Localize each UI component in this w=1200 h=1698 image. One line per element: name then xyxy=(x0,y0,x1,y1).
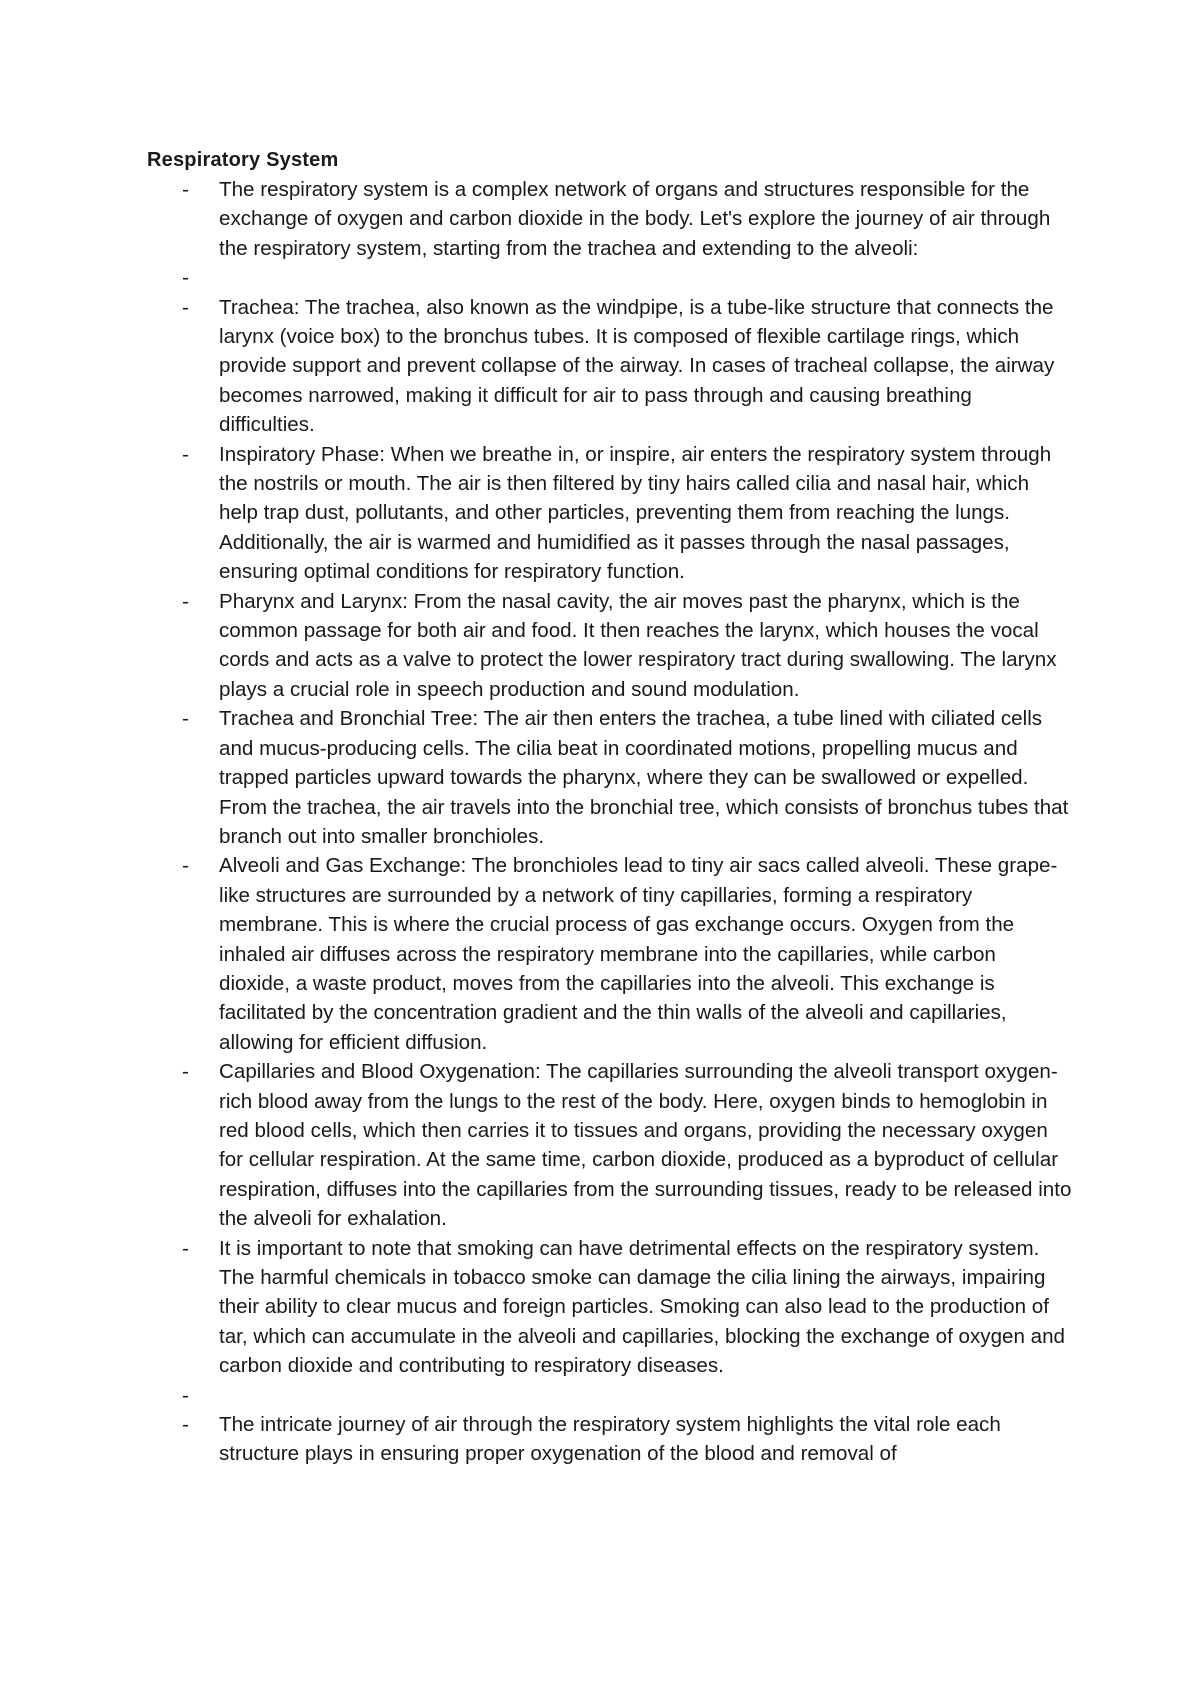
list-item xyxy=(147,175,1072,263)
bullet-dash: - xyxy=(182,442,189,466)
bullet-dash: - xyxy=(182,854,189,878)
list-item xyxy=(147,1057,1072,1233)
bullet-dash: - xyxy=(182,266,189,290)
bullet-dash: - xyxy=(182,1236,189,1260)
list-item xyxy=(147,1381,1072,1410)
bullet-dash: - xyxy=(182,707,189,731)
list-item-text xyxy=(219,263,1072,292)
list-item xyxy=(147,587,1072,705)
list-item-text: Trachea and Bronchial Tree: The air then enters the trachea, a tube lined with ciliated cells and mucus-producing cells. The cilia beat in coordinated motions, propelling mucus and trapped particles upward towards the pharynx, where they can be swallowed or expelled. From the trachea, the air travels into the bronchial tree, which consists of bronchus tubes that branch out into smaller bronchioles. xyxy=(219,707,1069,848)
list-item-text: Alveoli and Gas Exchange: The bronchioles lead to tiny air sacs called alveoli. These grape-like structures are surrounded by a network of tiny capillaries, forming a respiratory membrane. This is where the crucial process of gas exchange occurs. Oxygen from the inhaled air diffuses across the respiratory membrane into the capillaries, while carbon dioxide, a waste product, moves from the capillaries into the alveoli. This exchange is facilitated by the concentration gradient and the thin walls of the alveoli and capillaries, allowing for efficient diffusion. xyxy=(219,854,1058,1054)
list-item xyxy=(147,704,1072,851)
list-item xyxy=(147,440,1072,587)
list-item-text: It is important to note that smoking can have detrimental effects on the respiratory system. The harmful chemicals in tobacco smoke can damage the cilia lining the airways, impairing their ability to clear mucus and foreign particles. Smoking can also lead to the production of tar, which can accumulate in the alveoli and capillaries, blocking the exchange of oxygen and carbon dioxide and contributing to respiratory diseases. xyxy=(219,1236,1066,1378)
bullet-dash: - xyxy=(182,178,189,201)
list-item-text: Trachea: The trachea, also known as the windpipe, is a tube-like structure that connects the larynx (voice box) to the bronchus tubes. It is composed of flexible cartilage rings, which provide support and prevent collapse of the airway. In cases of tracheal collapse, the airway becomes narrowed, making it difficult for air to pass through and causing breathing difficulties. xyxy=(219,295,1055,437)
list-item xyxy=(147,263,1072,292)
bullet-dash: - xyxy=(182,1383,189,1407)
list-item xyxy=(147,1234,1072,1381)
list-item-text: Pharynx and Larynx: From the nasal cavity, the air moves past the pharynx, which is the common passage for both air and food. It then reaches the larynx, which houses the vocal cords and acts as a valve to protect the lower respiratory tract during swallowing. The larynx plays a crucial role in speech production and sound modulation. xyxy=(219,589,1057,701)
bullet-dash: - xyxy=(182,295,189,319)
list-item-text: Inspiratory Phase: When we breathe in, or inspire, air enters the respiratory system through the nostrils or mouth. The air is then filtered by tiny hairs called cilia and nasal hair, which help trap dust, pollutants, and other particles, preventing them from reaching the lungs. Additionally, the air is warmed and humidified as it passes through the nasal passages, ensuring optimal conditions for respiratory function. xyxy=(219,442,1052,584)
list-item xyxy=(147,1410,1072,1469)
bullet-list xyxy=(147,175,1072,1469)
list-item xyxy=(147,851,1072,1057)
list-item-text xyxy=(219,1381,1072,1410)
list-item-text: The respiratory system is a complex network of organs and structures responsible for the exchange of oxygen and carbon dioxide in the body. Let's explore the journey of air through the respiratory system, starting from the trachea and extending to the alveoli: xyxy=(219,178,1051,260)
list-item-text: The intricate journey of air through the respiratory system highlights the vital role each structure plays in ensuring proper oxygenation of the blood and removal of xyxy=(219,1413,1001,1466)
bullet-dash: - xyxy=(182,589,189,613)
bullet-dash: - xyxy=(182,1060,189,1084)
bullet-dash: - xyxy=(182,1413,189,1437)
list-item xyxy=(147,293,1072,440)
document-title: Respiratory System xyxy=(147,149,339,171)
list-item-text: Capillaries and Blood Oxygenation: The capillaries surrounding the alveoli transport oxygen-rich blood away from the lungs to the rest of the body. Here, oxygen binds to hemoglobin in red blood cells, which then carries it to tissues and organs, providing the necessary oxygen for cellular respiration. At the same time, carbon dioxide, produced as a byproduct of cellular respiration, diffuses into the capillaries from the surrounding tissues, ready to be released into the alveoli for exhalation. xyxy=(219,1060,1072,1231)
